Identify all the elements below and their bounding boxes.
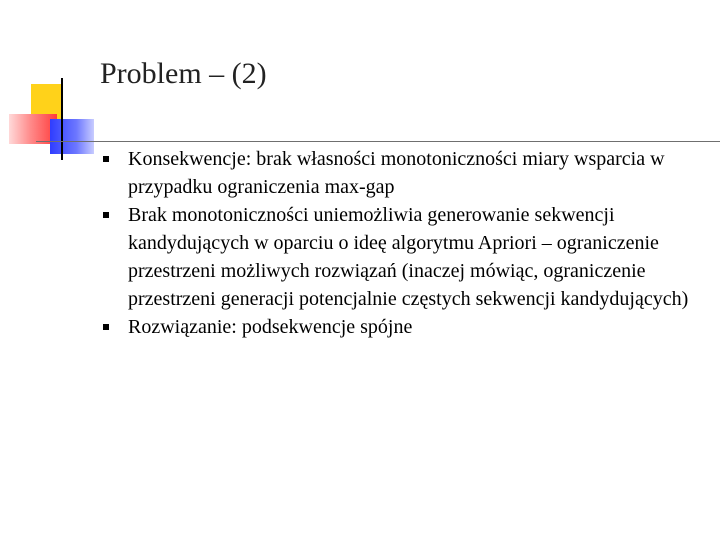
bullet-item [96, 145, 696, 201]
vertical-rule [61, 78, 63, 160]
square-bullet-icon [103, 212, 109, 218]
bullet-item [96, 313, 696, 341]
bullet-text: Rozwiązanie: podsekwencje spójne [128, 316, 413, 338]
bullet-text: Brak monotoniczności uniemożliwia generowanie sekwencji kandydujących w oparciu o ideę algorytmu Apriori – ograniczenie przestrzeni możliwych rozwiązań (inaczej mówiąc, ograniczenie przestrzeni generacji potencjalnie częstych sekwencji kandydujących) [128, 204, 689, 310]
bullet-text: Konsekwencje: brak własności monotoniczności miary wsparcia w przypadku ograniczenia max-gap [128, 148, 665, 198]
corner-decoration [0, 0, 100, 170]
slide-title: Problem – (2) [100, 57, 267, 90]
bullet-list [96, 145, 696, 341]
blue-square-decoration [50, 119, 94, 154]
square-bullet-icon [103, 324, 109, 330]
square-bullet-icon [103, 156, 109, 162]
title-underline-rule [36, 141, 720, 142]
bullet-item [96, 201, 696, 313]
